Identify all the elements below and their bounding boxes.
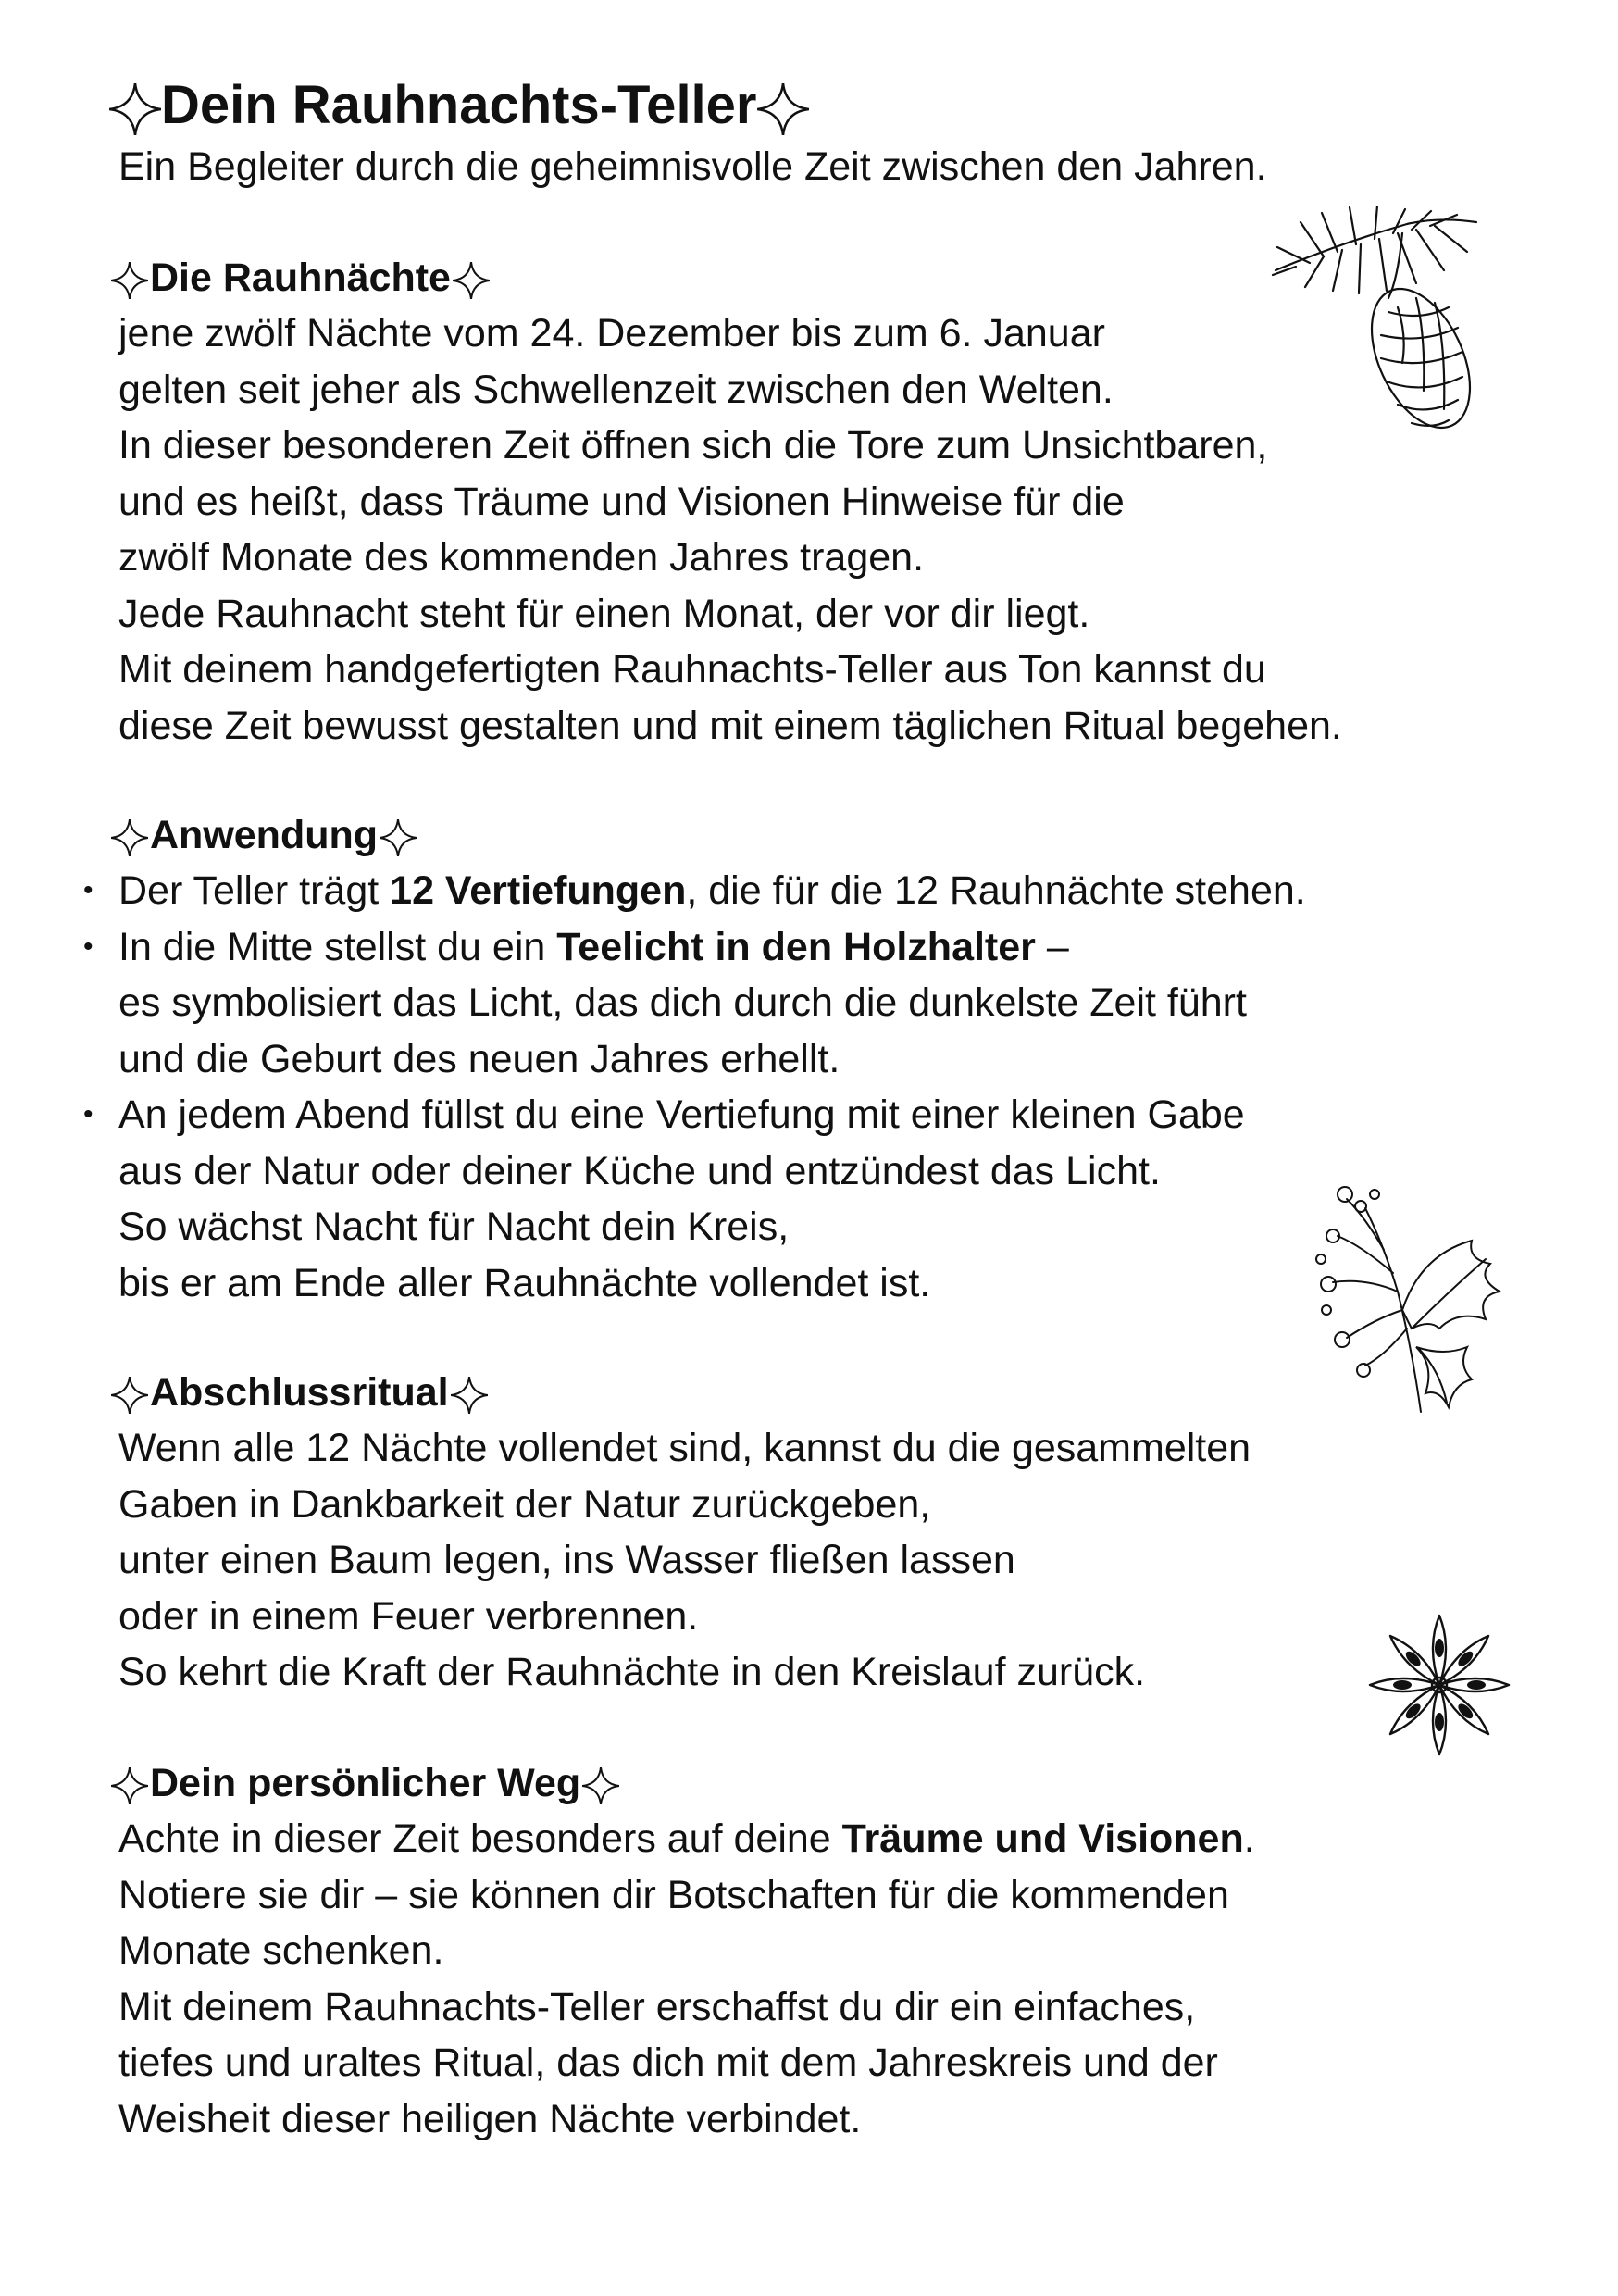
text-line: und es heißt, dass Träume und Visionen Hinweise für die (118, 479, 1125, 524)
bullet-icon: • (83, 930, 93, 962)
paragraph-rauhnaechte (118, 306, 1342, 754)
paragraph-abschluss (118, 1420, 1251, 1701)
text-line: bis er am Ende aller Rauhnächte vollendet ist. (118, 1260, 931, 1305)
sparkle-icon (111, 262, 148, 299)
bold-text: Teelicht in den Holzhalter (556, 924, 1036, 969)
text-run: In die Mitte stellst du ein (118, 924, 557, 969)
page-title (109, 70, 809, 141)
text-line: Weisheit dieser heiligen Nächte verbindet. (118, 2096, 862, 2141)
text-line: aus der Natur oder deiner Küche und entzündest das Licht. (118, 1148, 1161, 1193)
sparkle-icon (453, 262, 490, 299)
text-line: zwölf Monate des kommenden Jahres tragen. (118, 535, 925, 580)
text-line: In dieser besonderen Zeit öffnen sich die Tore zum Unsichtbaren, (118, 423, 1268, 468)
heading-text: Abschlussritual (150, 1370, 449, 1415)
text-line: Notiere sie dir – sie können dir Botschaften für die kommenden (118, 1872, 1229, 1917)
list-item (83, 1087, 1306, 1311)
text-line: jene zwölf Nächte vom 24. Dezember bis zum 6. Januar (118, 311, 1105, 356)
text-line: gelten seit jeher als Schwellenzeit zwischen den Welten. (118, 367, 1114, 412)
holly-and-berries-icon (1310, 1180, 1518, 1421)
text-run: An jedem Abend füllst du eine Vertiefung mit einer kleinen Gabe (118, 1092, 1245, 1137)
text-run: , die für die 12 Rauhnächte stehen. (686, 868, 1306, 913)
bold-text: Träume und Visionen (841, 1816, 1244, 1861)
sparkle-icon (111, 819, 148, 856)
text-line: Mit deinem handgefertigten Rauhnachts-Teller aus Ton kannst du (118, 647, 1266, 692)
text-run: Der Teller trägt (118, 868, 391, 913)
heading-weg (109, 1755, 621, 1811)
heading-text: Anwendung (150, 813, 379, 857)
sparkle-icon (380, 819, 417, 856)
pine-branch-with-cone-icon (1268, 206, 1490, 437)
bullet-icon: • (83, 1099, 93, 1129)
heading-text: Die Rauhnächte (150, 256, 451, 300)
list-item (83, 863, 1306, 919)
text-line: Mit deinem Rauhnachts-Teller erschaffst du dir ein einfaches, (118, 1984, 1196, 2029)
text-line (118, 1811, 1255, 1867)
text-line: diese Zeit bewusst gestalten und mit einem täglichen Ritual begehen. (118, 703, 1342, 748)
sparkle-icon (109, 83, 161, 135)
subtitle: Ein Begleiter durch die geheimnisvolle Zeit zwischen den Jahren. (118, 144, 1267, 189)
text-line: oder in einem Feuer verbrennen. (118, 1593, 699, 1639)
text-run: . (1243, 1816, 1255, 1861)
text-line: So kehrt die Kraft der Rauhnächte in den Kreislauf zurück. (118, 1650, 1146, 1694)
text-line: So wächst Nacht für Nacht dein Kreis, (118, 1204, 790, 1249)
sparkle-icon (111, 1767, 148, 1804)
paragraph-weg (118, 1811, 1255, 2147)
sparkle-icon (757, 83, 809, 135)
text-line: unter einen Baum legen, ins Wasser fließen lassen (118, 1538, 1015, 1582)
heading-anwendung (109, 807, 418, 863)
text-run: Achte in dieser Zeit besonders auf deine (118, 1816, 842, 1861)
heading-text: Dein persönlicher Weg (150, 1761, 581, 1805)
text-line: tiefes und uraltes Ritual, das dich mit dem Jahreskreis und der (118, 2040, 1218, 2085)
text-line: und die Geburt des neuen Jahres erhellt. (118, 1036, 840, 1081)
bold-text: 12 Vertiefungen (390, 868, 687, 913)
title-text: Dein Rauhnachts-Teller (161, 75, 757, 135)
heading-rauhnaechte (109, 250, 492, 306)
sparkle-icon (451, 1377, 488, 1414)
sparkle-icon (111, 1377, 148, 1414)
list-item (83, 919, 1306, 1088)
text-line: Gaben in Dankbarkeit der Natur zurückgeben, (118, 1481, 931, 1527)
anwendung-list (83, 863, 1306, 1311)
text-line: Monate schenken. (118, 1928, 444, 1973)
sparkle-icon (582, 1767, 619, 1804)
text-line: es symbolisiert das Licht, das dich durch die dunkelste Zeit führt (118, 980, 1247, 1025)
text-line: Wenn alle 12 Nächte vollendet sind, kannst du die gesammelten (118, 1426, 1251, 1470)
star-anise-icon (1365, 1611, 1513, 1759)
text-run: – (1035, 924, 1069, 969)
bullet-icon: • (83, 875, 93, 905)
text-line: Jede Rauhnacht steht für einen Monat, der vor dir liegt. (118, 591, 1090, 636)
heading-abschluss (109, 1365, 490, 1420)
